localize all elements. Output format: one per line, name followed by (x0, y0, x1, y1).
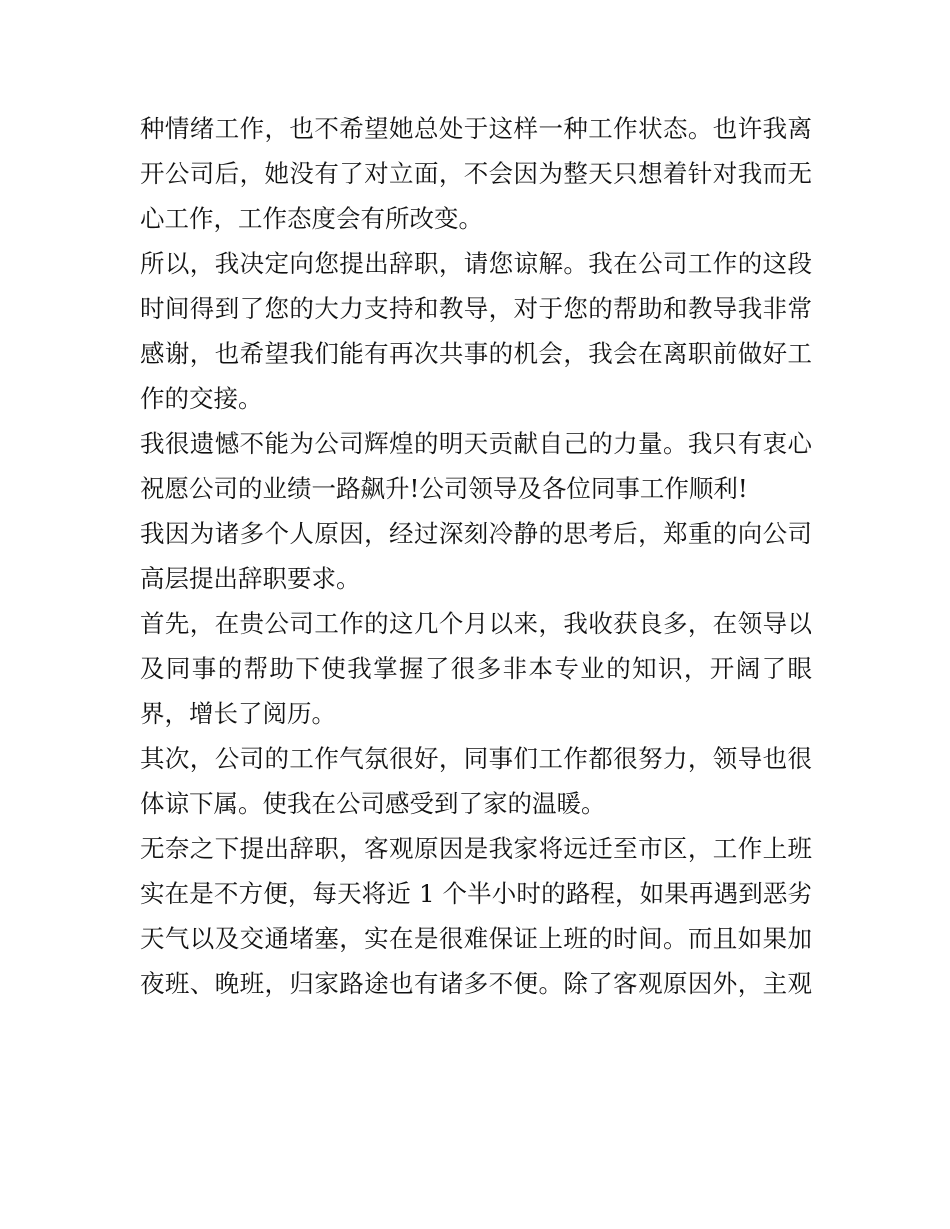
text-line: 实在是不方便，每天将近 1 个半小时的路程，如果再遇到恶劣 (140, 879, 812, 908)
text-line: 高层提出辞职要求。 (140, 564, 361, 593)
text-line: 种情绪工作，也不希望她总处于这样一种工作状态。也许我离 (140, 114, 812, 143)
text-line: 时间得到了您的大力支持和教导，对于您的帮助和教导我非常 (140, 294, 812, 323)
text-line: 感谢，也希望我们能有再次共事的机会，我会在离职前做好工 (140, 339, 812, 368)
text-line: 界，增长了阅历。 (140, 699, 336, 728)
paragraph-2 (140, 241, 812, 421)
text-line: 心工作，工作态度会有所改变。 (140, 204, 483, 233)
paragraph-5 (140, 601, 812, 736)
text-line: 及同事的帮助下使我掌握了很多非本专业的知识，开阔了眼 (140, 654, 812, 683)
text-line: 其次，公司的工作气氛很好，同事们工作都很努力，领导也很 (140, 744, 812, 773)
text-line: 无奈之下提出辞职，客观原因是我家将远迁至市区，工作上班 (140, 834, 812, 863)
text-line: 我因为诸多个人原因，经过深刻冷静的思考后，郑重的向公司 (140, 519, 812, 548)
text-line: 夜班、晚班，归家路途也有诸多不便。除了客观原因外，主观 (140, 969, 812, 998)
paragraph-1 (140, 106, 812, 241)
text-line: 天气以及交通堵塞，实在是很难保证上班的时间。而且如果加 (140, 924, 812, 953)
document-body (140, 106, 812, 1006)
text-line: 开公司后，她没有了对立面，不会因为整天只想着针对我而无 (140, 159, 812, 188)
paragraph-3 (140, 421, 812, 511)
text-line: 体谅下属。使我在公司感受到了家的温暖。 (140, 789, 606, 818)
text-line: 首先，在贵公司工作的这几个月以来，我收获良多，在领导以 (140, 609, 812, 638)
text-line: 作的交接。 (140, 384, 263, 413)
paragraph-6 (140, 736, 812, 826)
text-line: 祝愿公司的业绩一路飙升!公司领导及各位同事工作顺利! (140, 474, 748, 503)
text-line: 所以，我决定向您提出辞职，请您谅解。我在公司工作的这段 (140, 249, 812, 278)
paragraph-7 (140, 826, 812, 1006)
text-line: 我很遗憾不能为公司辉煌的明天贡献自己的力量。我只有衷心 (140, 429, 812, 458)
paragraph-4 (140, 511, 812, 601)
